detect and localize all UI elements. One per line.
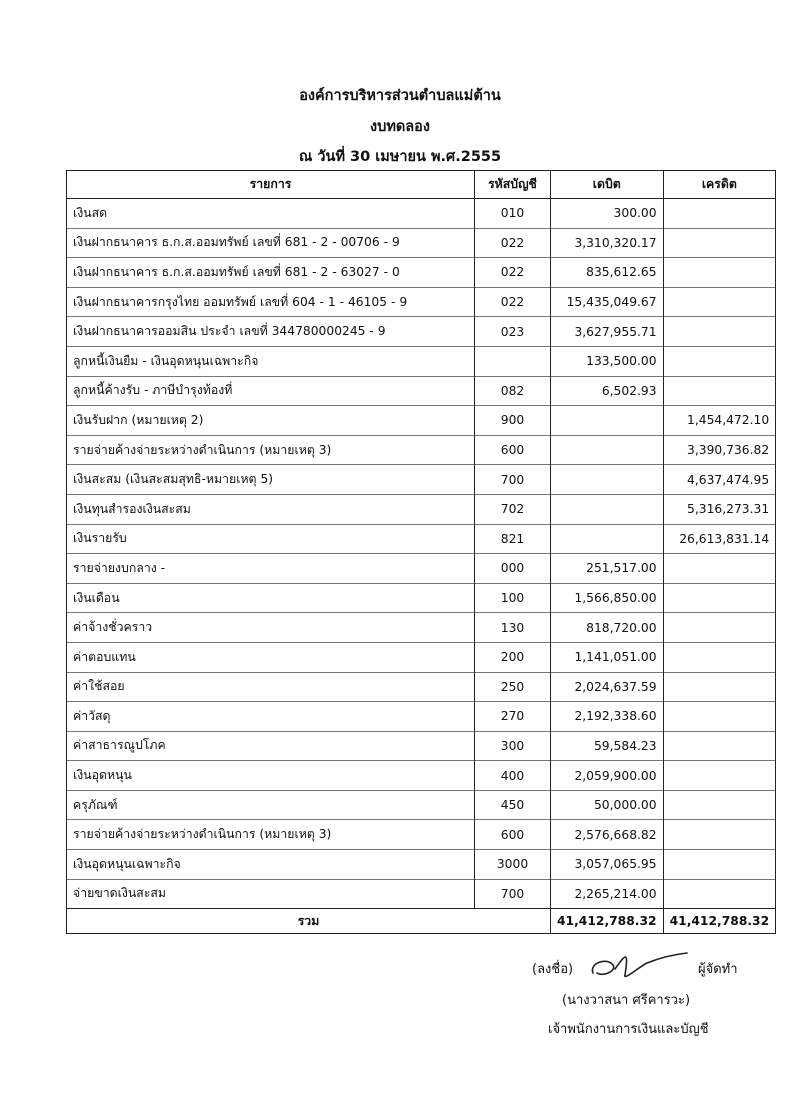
row-code: 600 — [475, 435, 551, 465]
table-row — [67, 879, 776, 909]
row-item: รายจ่ายค้างจ่ายระหว่างดำเนินการ (หมายเหตุ 3) — [67, 435, 475, 465]
row-item: ค่าตอบแทน — [67, 642, 475, 672]
total-label: รวม — [67, 909, 551, 934]
document-title: งบทดลอง — [370, 119, 430, 135]
column-header-code: รหัสบัญชี — [475, 171, 551, 199]
signature-prefix: (ลงชื่อ) — [532, 962, 574, 977]
row-credit — [663, 613, 776, 643]
row-credit — [663, 642, 776, 672]
row-credit — [663, 702, 776, 732]
row-credit — [663, 317, 776, 347]
trial-balance-table — [66, 170, 776, 934]
row-credit — [663, 346, 776, 376]
table-row — [67, 258, 776, 288]
row-code: 700 — [475, 879, 551, 909]
row-item: เงินฝากธนาคารกรุงไทย ออมทรัพย์ เลขที่ 604 - 1 - 46105 - 9 — [67, 287, 475, 317]
row-debit: 818,720.00 — [551, 613, 664, 643]
row-code: 400 — [475, 761, 551, 791]
row-debit: 251,517.00 — [551, 554, 664, 584]
row-credit — [663, 228, 776, 258]
row-credit — [663, 258, 776, 288]
row-credit — [663, 287, 776, 317]
row-item: รายจ่ายค้างจ่ายระหว่างดำเนินการ (หมายเหตุ 3) — [67, 820, 475, 850]
row-code: 3000 — [475, 850, 551, 880]
column-header-item: รายการ — [67, 171, 475, 199]
row-code: 130 — [475, 613, 551, 643]
row-item: เงินเดือน — [67, 583, 475, 613]
table-row — [67, 613, 776, 643]
total-row — [67, 909, 776, 934]
row-item: ค่าใช้สอย — [67, 672, 475, 702]
row-item: เงินทุนสำรองเงินสะสม — [67, 494, 475, 524]
row-code: 600 — [475, 820, 551, 850]
table-row — [67, 820, 776, 850]
row-item: เงินฝากธนาคาร ธ.ก.ส.ออมทรัพย์ เลขที่ 681 - 2 - 63027 - 0 — [67, 258, 475, 288]
row-credit: 5,316,273.31 — [663, 494, 776, 524]
row-item: เงินฝากธนาคาร ธ.ก.ส.ออมทรัพย์ เลขที่ 681 - 2 - 00706 - 9 — [67, 228, 475, 258]
row-credit — [663, 761, 776, 791]
row-code: 022 — [475, 287, 551, 317]
row-code: 821 — [475, 524, 551, 554]
row-debit: 835,612.65 — [551, 258, 664, 288]
row-debit — [551, 494, 664, 524]
row-item: เงินอุดหนุน — [67, 761, 475, 791]
row-debit: 6,502.93 — [551, 376, 664, 406]
table-row — [67, 702, 776, 732]
row-code: 010 — [475, 199, 551, 229]
row-item: เงินสด — [67, 199, 475, 229]
row-code: 082 — [475, 376, 551, 406]
table-row — [67, 346, 776, 376]
row-item: ค่าจ้างชั่วคราว — [67, 613, 475, 643]
row-debit — [551, 435, 664, 465]
row-debit: 2,265,214.00 — [551, 879, 664, 909]
row-debit: 1,141,051.00 — [551, 642, 664, 672]
row-debit — [551, 524, 664, 554]
row-code — [475, 346, 551, 376]
date-line: ณ วันที่ 30 เมษายน พ.ศ.2555 — [298, 149, 502, 165]
table-row — [67, 583, 776, 613]
row-code: 022 — [475, 228, 551, 258]
row-code: 000 — [475, 554, 551, 584]
row-debit — [551, 465, 664, 495]
row-item: ค่าสาธารณูปโภค — [67, 731, 475, 761]
row-code: 702 — [475, 494, 551, 524]
row-item: ลูกหนี้เงินยืม - เงินอุดหนุนเฉพาะกิจ — [67, 346, 475, 376]
row-code: 200 — [475, 642, 551, 672]
table-row — [67, 435, 776, 465]
row-debit: 300.00 — [551, 199, 664, 229]
row-debit: 3,627,955.71 — [551, 317, 664, 347]
row-debit: 2,059,900.00 — [551, 761, 664, 791]
row-debit: 2,576,668.82 — [551, 820, 664, 850]
organization-title: องค์การบริหารส่วนตำบลแม่ต้าน — [299, 88, 501, 104]
table-row — [67, 524, 776, 554]
row-credit: 1,454,472.10 — [663, 406, 776, 436]
row-code: 100 — [475, 583, 551, 613]
table-row — [67, 642, 776, 672]
row-item: เงินสะสม (เงินสะสมสุทธิ-หมายเหตุ 5) — [67, 465, 475, 495]
row-debit: 2,024,637.59 — [551, 672, 664, 702]
row-code: 270 — [475, 702, 551, 732]
row-credit: 26,613,831.14 — [663, 524, 776, 554]
table-row — [67, 376, 776, 406]
row-item: เงินฝากธนาคารออมสิน ประจำ เลขที่ 344780000245 - 9 — [67, 317, 475, 347]
row-debit: 2,192,338.60 — [551, 702, 664, 732]
row-debit: 133,500.00 — [551, 346, 664, 376]
table-row — [67, 790, 776, 820]
row-item: เงินรับฝาก (หมายเหตุ 2) — [67, 406, 475, 436]
table-row — [67, 850, 776, 880]
signer-position: เจ้าพนักงานการเงินและบัญชี — [548, 1022, 709, 1037]
row-code: 900 — [475, 406, 551, 436]
row-debit: 50,000.00 — [551, 790, 664, 820]
table-row — [67, 228, 776, 258]
row-credit — [663, 554, 776, 584]
signer-name: (นางวาสนา ศรีคารวะ) — [562, 993, 691, 1008]
column-header-credit: เครดิต — [663, 171, 776, 199]
table-row — [67, 317, 776, 347]
row-code: 022 — [475, 258, 551, 288]
table-row — [67, 672, 776, 702]
row-item: เงินรายรับ — [67, 524, 475, 554]
table-row — [67, 199, 776, 229]
row-item: รายจ่ายงบกลาง - — [67, 554, 475, 584]
row-credit — [663, 376, 776, 406]
row-item: จ่ายขาดเงินสะสม — [67, 879, 475, 909]
row-debit — [551, 406, 664, 436]
table-row — [67, 731, 776, 761]
row-code: 023 — [475, 317, 551, 347]
row-code: 300 — [475, 731, 551, 761]
row-credit: 3,390,736.82 — [663, 435, 776, 465]
table-row — [67, 406, 776, 436]
row-credit — [663, 850, 776, 880]
row-debit: 1,566,850.00 — [551, 583, 664, 613]
row-debit: 15,435,049.67 — [551, 287, 664, 317]
signature-role-preparer: ผู้จัดทำ — [698, 962, 738, 977]
row-debit: 3,310,320.17 — [551, 228, 664, 258]
row-item: ครุภัณฑ์ — [67, 790, 475, 820]
table-row — [67, 761, 776, 791]
handwritten-signature — [585, 945, 695, 985]
row-credit — [663, 820, 776, 850]
table-row — [67, 465, 776, 495]
row-code: 450 — [475, 790, 551, 820]
table-row — [67, 554, 776, 584]
row-code: 700 — [475, 465, 551, 495]
row-credit: 4,637,474.95 — [663, 465, 776, 495]
row-credit — [663, 879, 776, 909]
row-item: เงินอุดหนุนเฉพาะกิจ — [67, 850, 475, 880]
row-debit: 59,584.23 — [551, 731, 664, 761]
row-credit — [663, 199, 776, 229]
row-item: ค่าวัสดุ — [67, 702, 475, 732]
table-row — [67, 494, 776, 524]
total-debit: 41,412,788.32 — [551, 909, 664, 934]
table-header-row — [67, 171, 776, 199]
table-row — [67, 287, 776, 317]
column-header-debit: เดบิต — [551, 171, 664, 199]
row-credit — [663, 731, 776, 761]
row-code: 250 — [475, 672, 551, 702]
row-credit — [663, 790, 776, 820]
row-credit — [663, 672, 776, 702]
total-credit: 41,412,788.32 — [663, 909, 776, 934]
row-debit: 3,057,065.95 — [551, 850, 664, 880]
row-credit — [663, 583, 776, 613]
row-item: ลูกหนี้ค้างรับ - ภาษีบำรุงท้องที่ — [67, 376, 475, 406]
